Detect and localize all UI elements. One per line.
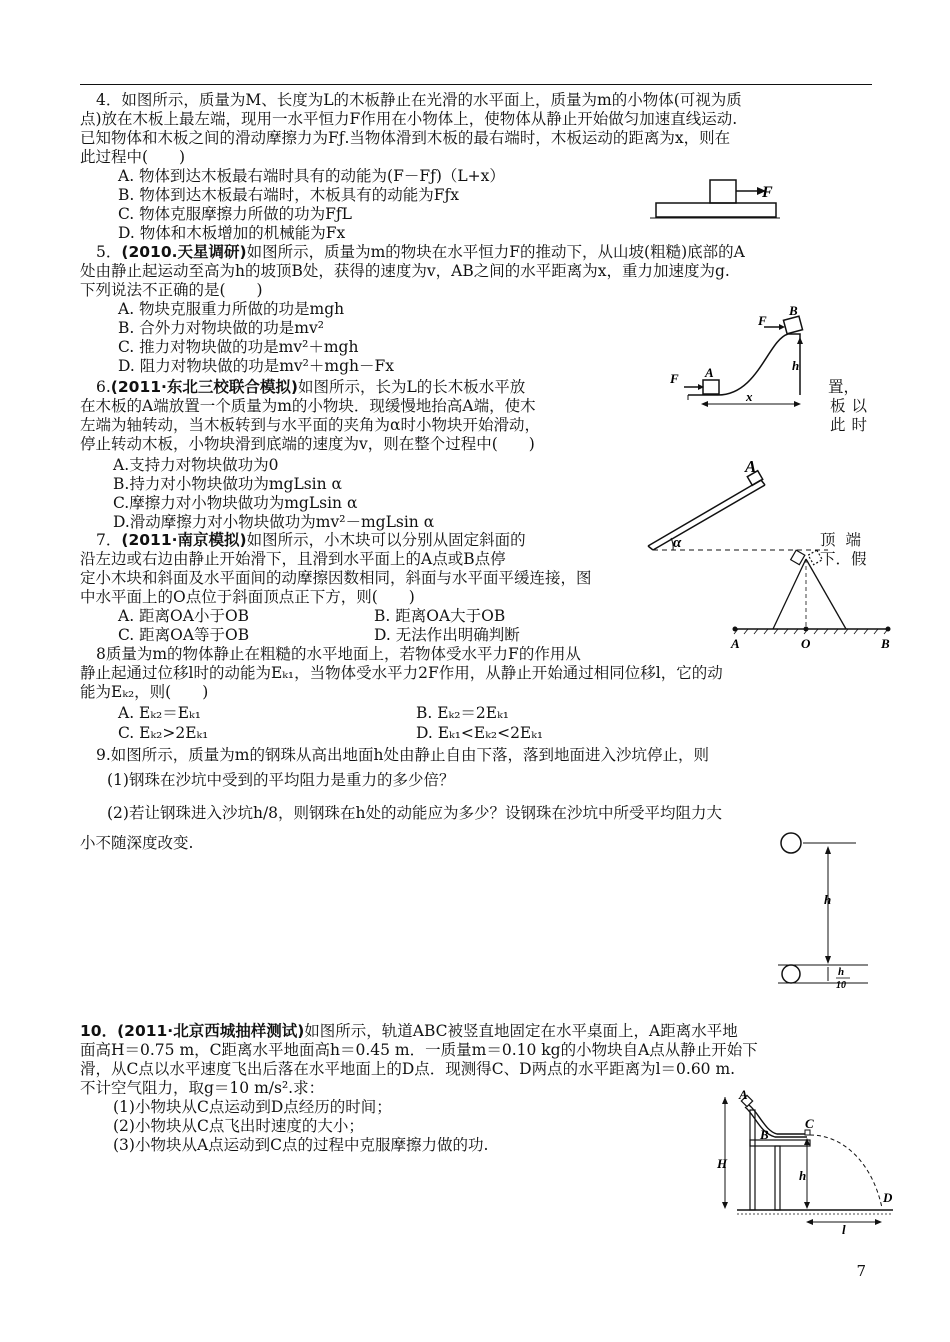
q5-number: 5． bbox=[96, 243, 122, 261]
q7-line-3: 定小木块和斜面及水平面间的动摩擦因数相同，斜面与水平面平缓连接，图 bbox=[80, 569, 592, 587]
q6-text-1: 如图所示，长为L的长木板水平放 bbox=[298, 378, 526, 396]
q5-option-a: A. 物块克服重力所做的功是mgh bbox=[118, 300, 345, 318]
q5-label-f-top: F bbox=[758, 313, 767, 328]
q10-line-2: 面高H＝0.75 m，C距离水平地面高h＝0.45 m．一质量m＝0.10 kg的小物块自A点从静止开始下 bbox=[80, 1041, 758, 1059]
q7-right-word-2: 下．假 bbox=[820, 550, 867, 568]
q6-option-d: D.滑动摩擦力对小物块做功为mv²－mgLsin α bbox=[113, 513, 435, 531]
q5-source: (2010.天星调研) bbox=[121, 243, 247, 261]
q4-line-4: 此过程中( ) bbox=[80, 148, 186, 166]
q6-right-word-3: 此时 bbox=[830, 416, 874, 434]
q10-label-b: B bbox=[760, 1127, 769, 1142]
q9-line-4: 小不随深度改变. bbox=[80, 834, 194, 852]
q5-line-1 bbox=[96, 243, 745, 261]
q8-option-b: B. Eₖ₂＝2Eₖ₁ bbox=[416, 704, 509, 722]
q5-line-3: 下列说法不正确的是( ) bbox=[80, 281, 263, 299]
q5-option-d: D. 阻力对物块做的功是mv²＋mgh－Fx bbox=[118, 357, 394, 375]
q10-sub-3: (3)小物块从A点运动到C点的过程中克服摩擦力做的功. bbox=[113, 1136, 489, 1154]
q8-option-d: D. Eₖ₁<Eₖ₂<2Eₖ₁ bbox=[416, 724, 544, 742]
q7-source: (2011·南京模拟) bbox=[121, 531, 247, 549]
q4-option-d: D. 物体和木板增加的机械能为Fx bbox=[118, 224, 346, 242]
q4-line-1: 4．如图所示，质量为M、长度为L的木板静止在光滑的水平面上，质量为m的小物体(可视为质 bbox=[96, 91, 742, 109]
q10-label-a: A bbox=[739, 1087, 748, 1102]
q7-text-1: 如图所示，小木块可以分别从固定斜面的 bbox=[246, 531, 526, 549]
q6-incline-figure bbox=[643, 458, 833, 553]
q10-sub-2: (2)小物块从C点飞出时速度的大小； bbox=[113, 1117, 364, 1135]
q9-line-1: 9.如图所示，质量为m的钢珠从高出地面h处由静止自由下落，落到地面进入沙坑停止，则 bbox=[96, 746, 709, 764]
q7-line-2: 沿左边或右边由静止开始滑下，且滑到水平面上的A点或B点停 bbox=[80, 550, 506, 568]
q8-line-1: 8质量为m的物体静止在粗糙的水平地面上，若物体受水平力F的作用从 bbox=[96, 645, 581, 663]
q7-option-a: A. 距离OA小于OB bbox=[118, 607, 250, 625]
q6-number: 6. bbox=[96, 378, 111, 396]
q10-label-h-small: h bbox=[799, 1168, 807, 1183]
q8-line-2: 静止起通过位移l时的动能为Eₖ₁，当物体受水平力2F作用，从静止开始通过相同位移l，它的动 bbox=[80, 664, 723, 682]
q9-drop-figure bbox=[778, 828, 873, 1003]
q6-option-c: C.摩擦力对小物块做功为mgLsin α bbox=[113, 494, 358, 512]
q10-label-l: l bbox=[842, 1222, 846, 1237]
q4-line-2: 点)放在木板上最左端，现用一水平恒力F作用在小物体上，使物体从静止开始做匀加速直线运动. bbox=[80, 110, 738, 128]
q10-label-c: C bbox=[805, 1116, 814, 1131]
q10-sub-1: (1)小物块从C点运动到D点经历的时间； bbox=[113, 1098, 392, 1116]
q6-label-alpha: α bbox=[673, 535, 682, 551]
q4-option-a: A. 物体到达木板最右端时具有的动能为(F－Fƒ)（L+x） bbox=[118, 167, 505, 185]
q10-text-1: 如图所示，轨道ABC被竖直地固定在水平桌面上，A距离水平地 bbox=[304, 1022, 738, 1040]
q9-part-2: (2)若让钢珠进入沙坑h/8，则钢珠在h处的动能应为多少？设钢珠在沙坑中所受平均阻力大 bbox=[107, 804, 723, 822]
q7-label-a: A bbox=[731, 636, 740, 651]
q5-hill-figure bbox=[668, 300, 818, 415]
q7-option-b: B. 距离OA大于OB bbox=[374, 607, 506, 625]
q5-option-c: C. 推力对物块做的功是mv²＋mgh bbox=[118, 338, 359, 356]
q7-option-d: D. 无法作出明确判断 bbox=[374, 626, 520, 644]
q7-label-b: B bbox=[881, 636, 890, 651]
q7-line-4: 中水平面上的O点位于斜面顶点正下方，则( ) bbox=[80, 588, 415, 606]
q9-part-1: (1)钢珠在沙坑中受到的平均阻力是重力的多少倍？ bbox=[107, 771, 455, 789]
q9-label-h: h bbox=[824, 892, 832, 907]
q5-label-f-bottom: F bbox=[670, 371, 679, 386]
q10-line-3: 滑，从C点以水平速度飞出后落在水平地面上的D点．现测得C、D两点的水平距离为l＝0.60 m. bbox=[80, 1060, 736, 1078]
q8-option-a: A. Eₖ₂＝Eₖ₁ bbox=[118, 704, 201, 722]
q10-label-h-big: H bbox=[717, 1156, 728, 1171]
q6-right-word-1: 置， bbox=[828, 378, 860, 396]
q7-right-word-1: 顶端 bbox=[820, 531, 872, 549]
q7-line-1 bbox=[96, 531, 526, 549]
q6-label-a: A bbox=[745, 457, 757, 476]
q6-line-1 bbox=[96, 378, 525, 396]
q8-line-3: 能为Eₖ₂，则( ) bbox=[80, 683, 209, 701]
q9-label-h-fraction-top: h bbox=[838, 966, 845, 978]
top-rule bbox=[80, 84, 872, 85]
q6-right-word-2: 板以 bbox=[830, 397, 874, 415]
page-number: 7 bbox=[856, 1262, 866, 1280]
q6-line-4: 停止转动木板，小物块滑到底端的速度为v，则在整个过程中( ) bbox=[80, 435, 535, 453]
q10-track-figure bbox=[715, 1085, 895, 1235]
q10-source: (2011·北京西城抽样测试) bbox=[117, 1022, 305, 1040]
q5-option-b: B. 合外力对物块做的功是mv² bbox=[118, 319, 324, 337]
q7-label-o: O bbox=[801, 636, 811, 651]
q5-label-a: A bbox=[705, 365, 714, 380]
q10-number: 10． bbox=[80, 1022, 118, 1040]
q4-force-label: F bbox=[762, 184, 773, 201]
q5-label-x: x bbox=[746, 389, 753, 404]
q6-line-3: 左端为轴转动，当木板转到与水平面的夹角为α时小物块开始滑动， bbox=[80, 416, 540, 434]
q7-slope-figure bbox=[728, 542, 898, 657]
q5-label-h: h bbox=[792, 358, 800, 373]
q9-label-h-fraction-bottom: 10 bbox=[836, 980, 846, 991]
q6-line-2: 在木板的A端放置一个质量为m的小物块．现缓慢地抬高A端，使木 bbox=[80, 397, 536, 415]
q4-line-3: 已知物体和木板之间的滑动摩擦力为Fƒ.当物体滑到木板的最右端时，木板运动的距离为x，则在 bbox=[80, 129, 731, 147]
q10-line-4: 不计空气阻力，取g＝10 m/s².求： bbox=[80, 1079, 325, 1097]
q6-option-a: A.支持力对物块做功为0 bbox=[113, 456, 279, 474]
q7-number: 7． bbox=[96, 531, 122, 549]
q5-line-2: 处由静止起运动至高为h的坡顶B处，获得的速度为v，AB之间的水平距离为x，重力加速度为g. bbox=[80, 262, 730, 280]
q8-option-c: C. Eₖ₂>2Eₖ₁ bbox=[118, 724, 209, 742]
q5-text-1: 如图所示，质量为m的物块在水平恒力F的推动下，从山坡(粗糙)底部的A bbox=[246, 243, 745, 261]
q4-option-c: C. 物体克服摩擦力所做的功为FƒL bbox=[118, 205, 352, 223]
q4-option-b: B. 物体到达木板最右端时，木板具有的动能为Fƒx bbox=[118, 186, 459, 204]
q10-line-1 bbox=[80, 1022, 738, 1040]
q6-option-b: B.持力对小物块做功为mgLsin α bbox=[113, 475, 343, 493]
q4-board-figure bbox=[650, 172, 780, 227]
q5-label-b: B bbox=[789, 303, 798, 318]
q10-label-d: D bbox=[883, 1190, 893, 1205]
q7-option-c: C. 距离OA等于OB bbox=[118, 626, 250, 644]
q6-source: (2011·东北三校联合模拟) bbox=[110, 378, 298, 396]
